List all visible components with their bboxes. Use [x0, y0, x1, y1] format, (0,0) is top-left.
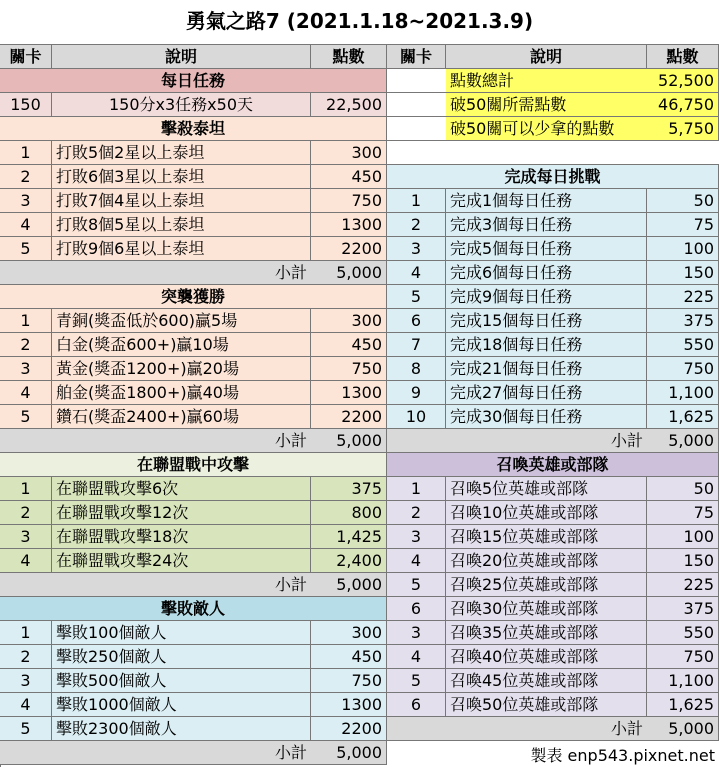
- points-cell: 150: [647, 549, 719, 573]
- stage-cell: 6: [387, 693, 446, 717]
- stage-cell: 2: [387, 501, 446, 525]
- stage-cell: 5: [0, 717, 52, 741]
- stage-cell: 2: [0, 645, 52, 669]
- points-cell: 2200: [311, 405, 387, 429]
- points-cell: 750: [311, 189, 387, 213]
- stage-cell: 9: [387, 381, 446, 405]
- stage-cell: 6: [387, 597, 446, 621]
- subtotal-value: 5,000: [311, 429, 387, 453]
- stage-cell: 5: [387, 573, 446, 597]
- points-cell: 300: [311, 621, 387, 645]
- stage-cell: 3: [387, 237, 446, 261]
- description-cell: 召喚35位英雄或部隊: [446, 621, 647, 645]
- points-cell: 2,400: [311, 549, 387, 573]
- points-cell: 1300: [311, 381, 387, 405]
- description-cell: 完成9個每日任務: [446, 285, 647, 309]
- section-title: 擊殺泰坦: [0, 117, 387, 141]
- points-cell: 375: [311, 477, 387, 501]
- description-cell: 召喚40位英雄或部隊: [446, 645, 647, 669]
- summary-label: 破50關所需點數: [446, 93, 647, 117]
- summary-spacer: [387, 69, 446, 93]
- subtotal-value: 5,000: [647, 429, 719, 453]
- description-cell: 擊敗500個敵人: [52, 669, 311, 693]
- stage-cell: 5: [0, 405, 52, 429]
- subtotal-value: 5,000: [311, 741, 387, 765]
- description-cell: 鑽石(獎盃2400+)贏60場: [52, 405, 311, 429]
- stage-cell: 3: [0, 189, 52, 213]
- stage-cell: 1: [0, 477, 52, 501]
- description-cell: 打敗7個4星以上泰坦: [52, 189, 311, 213]
- description-cell: 在聯盟戰攻擊12次: [52, 501, 311, 525]
- description-cell: 召喚30位英雄或部隊: [446, 597, 647, 621]
- column-header-points: 點數: [647, 45, 719, 69]
- points-cell: 375: [647, 309, 719, 333]
- subtotal-value: 5,000: [311, 573, 387, 597]
- description-cell: 舶金(獎盃1800+)贏40場: [52, 381, 311, 405]
- description-cell: 完成15個每日任務: [446, 309, 647, 333]
- stage-cell: 1: [387, 477, 446, 501]
- stage-cell: 4: [387, 549, 446, 573]
- description-cell: 150分x3任務x50天: [52, 93, 311, 117]
- description-cell: 召喚20位英雄或部隊: [446, 549, 647, 573]
- stage-cell: 5: [387, 669, 446, 693]
- section-title: 召喚英雄或部隊: [387, 453, 719, 477]
- subtotal-label: 小計: [387, 717, 647, 741]
- description-cell: 召喚45位英雄或部隊: [446, 669, 647, 693]
- stage-cell: 1: [0, 621, 52, 645]
- points-cell: 100: [647, 237, 719, 261]
- points-cell: 750: [647, 357, 719, 381]
- stage-cell: 3: [0, 669, 52, 693]
- stage-cell: 1: [0, 141, 52, 165]
- points-cell: 2200: [311, 717, 387, 741]
- subtotal-label: 小計: [0, 741, 311, 765]
- stage-cell: 5: [387, 285, 446, 309]
- points-cell: 50: [647, 189, 719, 213]
- points-cell: 550: [647, 621, 719, 645]
- points-cell: 75: [647, 501, 719, 525]
- points-cell: 225: [647, 285, 719, 309]
- stage-cell: 4: [387, 645, 446, 669]
- description-cell: 在聯盟戰攻擊24次: [52, 549, 311, 573]
- description-cell: 召喚15位英雄或部隊: [446, 525, 647, 549]
- points-cell: 1,625: [647, 405, 719, 429]
- points-cell: 50: [647, 477, 719, 501]
- description-cell: 完成27個每日任務: [446, 381, 647, 405]
- summary-spacer: [387, 93, 446, 117]
- column-header-stage: 關卡: [387, 45, 446, 69]
- stage-cell: 1: [387, 189, 446, 213]
- points-cell: 750: [647, 645, 719, 669]
- subtotal-value: 5,000: [311, 261, 387, 285]
- stage-cell: 2: [0, 165, 52, 189]
- description-cell: 在聯盟戰攻擊6次: [52, 477, 311, 501]
- stage-cell: 2: [387, 213, 446, 237]
- stage-cell: 150: [0, 93, 52, 117]
- summary-label: 破50關可以少拿的點數: [446, 117, 647, 141]
- summary-value: 52,500: [647, 69, 719, 93]
- description-cell: 青銅(獎盃低於600)贏5場: [52, 309, 311, 333]
- description-cell: 完成30個每日任務: [446, 405, 647, 429]
- stage-cell: 4: [0, 381, 52, 405]
- points-cell: 22,500: [311, 93, 387, 117]
- description-cell: 召喚10位英雄或部隊: [446, 501, 647, 525]
- points-cell: 1300: [311, 213, 387, 237]
- description-cell: 完成6個每日任務: [446, 261, 647, 285]
- description-cell: 擊敗100個敵人: [52, 621, 311, 645]
- column-header-description: 說明: [446, 45, 647, 69]
- subtotal-label: 小計: [0, 261, 311, 285]
- subtotal-label: 小計: [387, 429, 647, 453]
- blank-row: [387, 141, 719, 165]
- subtotal-label: 小計: [0, 429, 311, 453]
- section-title: 完成每日挑戰: [387, 165, 719, 189]
- description-cell: 打敗8個5星以上泰坦: [52, 213, 311, 237]
- summary-value: 46,750: [647, 93, 719, 117]
- stage-cell: 7: [387, 333, 446, 357]
- points-cell: 750: [311, 669, 387, 693]
- points-cell: 375: [647, 597, 719, 621]
- column-header-description: 說明: [52, 45, 311, 69]
- description-cell: 打敗6個3星以上泰坦: [52, 165, 311, 189]
- points-cell: 450: [311, 645, 387, 669]
- points-cell: 800: [311, 501, 387, 525]
- stage-cell: 2: [0, 333, 52, 357]
- credit-footer: 製表 enp543.pixnet.net: [530, 746, 715, 765]
- points-cell: 100: [647, 525, 719, 549]
- points-cell: 225: [647, 573, 719, 597]
- description-cell: 打敗5個2星以上泰坦: [52, 141, 311, 165]
- column-header-points: 點數: [311, 45, 387, 69]
- stage-cell: 3: [387, 621, 446, 645]
- description-cell: 召喚50位英雄或部隊: [446, 693, 647, 717]
- description-cell: 在聯盟戰攻擊18次: [52, 525, 311, 549]
- points-cell: 75: [647, 213, 719, 237]
- points-cell: 300: [311, 309, 387, 333]
- page-title: 勇氣之路7 (2021.1.18~2021.3.9): [185, 9, 534, 33]
- stage-cell: 3: [0, 525, 52, 549]
- points-cell: 1,100: [647, 669, 719, 693]
- points-cell: 550: [647, 333, 719, 357]
- column-header-stage: 關卡: [0, 45, 52, 69]
- description-cell: 黃金(獎盃1200+)贏20場: [52, 357, 311, 381]
- description-cell: 完成18個每日任務: [446, 333, 647, 357]
- points-cell: 300: [311, 141, 387, 165]
- stage-cell: 6: [387, 309, 446, 333]
- stage-cell: 4: [0, 549, 52, 573]
- description-cell: 完成5個每日任務: [446, 237, 647, 261]
- stage-cell: 4: [0, 693, 52, 717]
- description-cell: 白金(獎盃600+)贏10場: [52, 333, 311, 357]
- summary-value: 5,750: [647, 117, 719, 141]
- description-cell: 擊敗2300個敵人: [52, 717, 311, 741]
- section-title: 每日任務: [0, 69, 387, 93]
- description-cell: 完成21個每日任務: [446, 357, 647, 381]
- stage-cell: 8: [387, 357, 446, 381]
- description-cell: 打敗9個6星以上泰坦: [52, 237, 311, 261]
- summary-spacer: [387, 117, 446, 141]
- stage-cell: 5: [0, 237, 52, 261]
- stage-cell: 4: [387, 261, 446, 285]
- points-cell: 1,425: [311, 525, 387, 549]
- section-title: 在聯盟戰中攻擊: [0, 453, 387, 477]
- section-title: 突襲獲勝: [0, 285, 387, 309]
- subtotal-label: 小計: [0, 573, 311, 597]
- description-cell: 擊敗1000個敵人: [52, 693, 311, 717]
- description-cell: 召喚5位英雄或部隊: [446, 477, 647, 501]
- stage-cell: 3: [387, 525, 446, 549]
- points-cell: 150: [647, 261, 719, 285]
- stage-cell: 3: [0, 357, 52, 381]
- points-cell: 1,100: [647, 381, 719, 405]
- stage-cell: 1: [0, 309, 52, 333]
- section-title: 擊敗敵人: [0, 597, 387, 621]
- stage-cell: 2: [0, 501, 52, 525]
- description-cell: 擊敗250個敵人: [52, 645, 311, 669]
- points-cell: 2200: [311, 237, 387, 261]
- points-cell: 750: [311, 357, 387, 381]
- summary-label: 點數總計: [446, 69, 647, 93]
- points-cell: 1,625: [647, 693, 719, 717]
- description-cell: 召喚25位英雄或部隊: [446, 573, 647, 597]
- subtotal-value: 5,000: [647, 717, 719, 741]
- description-cell: 完成3個每日任務: [446, 213, 647, 237]
- stage-cell: 10: [387, 405, 446, 429]
- stage-cell: 4: [0, 213, 52, 237]
- points-cell: 1300: [311, 693, 387, 717]
- description-cell: 完成1個每日任務: [446, 189, 647, 213]
- points-cell: 450: [311, 333, 387, 357]
- points-cell: 450: [311, 165, 387, 189]
